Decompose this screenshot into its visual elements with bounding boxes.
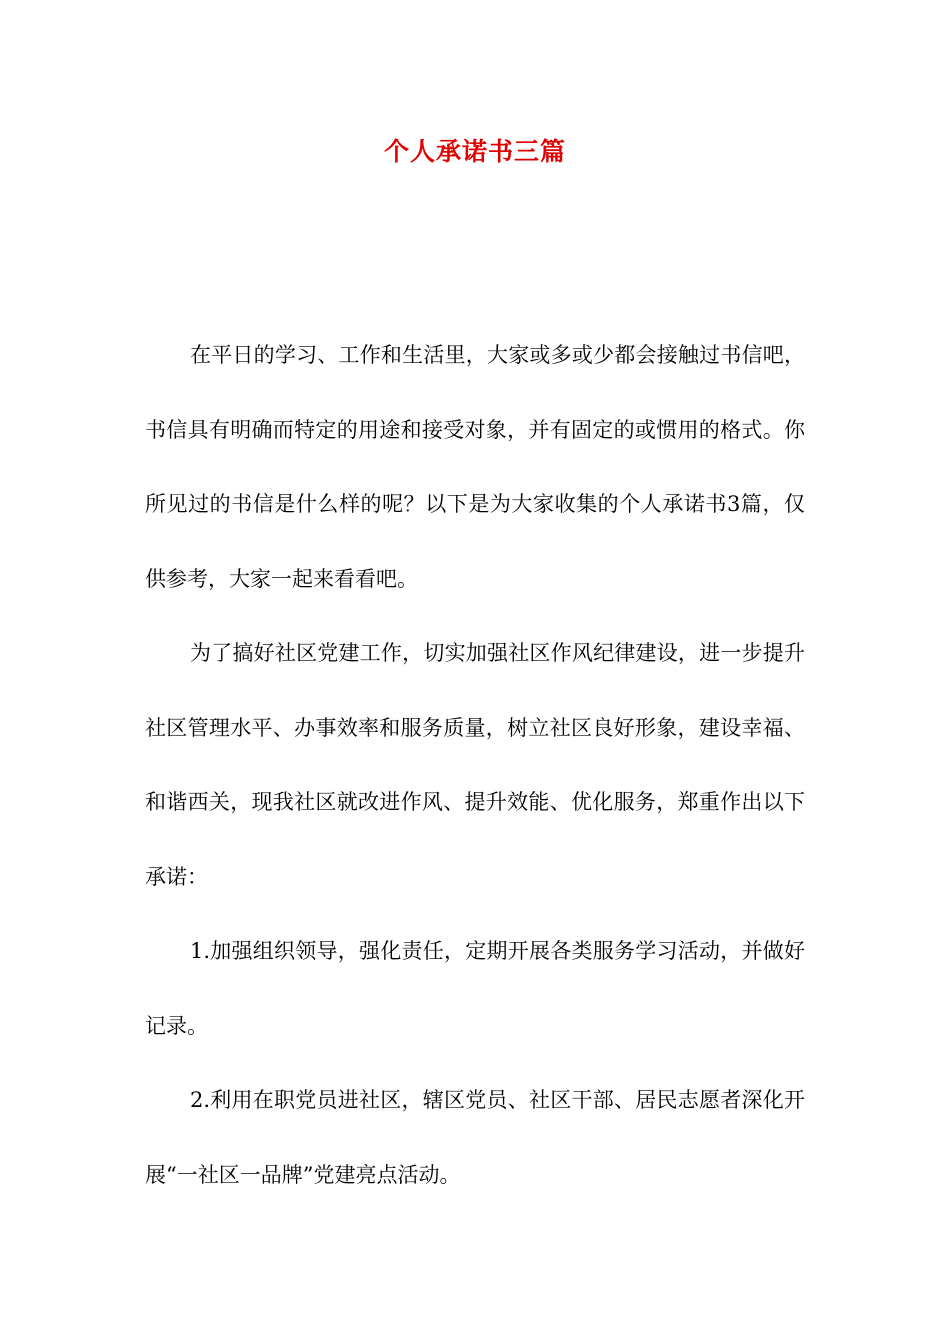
- paragraph-commitment-preamble: 为了搞好社区党建工作，切实加强社区作风纪律建设，进一步提升社区管理水平、办事效率和服务质量，树立社区良好形象，建设幸福、和谐西关，现我社区就改进作风、提升效能、优化服务，郑重作出以下承诺：: [145, 641, 805, 889]
- paragraph-item-1: 1.加强组织领导，强化责任，定期开展各类服务学习活动，并做好记录。: [145, 939, 805, 1038]
- paragraph-item-2: 2.利用在职党员进社区，辖区党员、社区干部、居民志愿者深化开展“一社区一品牌”党建亮点活动。: [145, 1088, 805, 1187]
- document-body: [145, 318, 805, 1212]
- document-title: 个人承诺书三篇: [383, 137, 566, 166]
- paragraph-intro: 在平日的学习、工作和生活里，大家或多或少都会接触过书信吧，书信具有明确而特定的用途和接受对象，并有固定的或惯用的格式。你所见过的书信是什么样的呢？以下是为大家收集的个人承诺书3篇，仅供参考，大家一起来看看吧。: [145, 343, 805, 591]
